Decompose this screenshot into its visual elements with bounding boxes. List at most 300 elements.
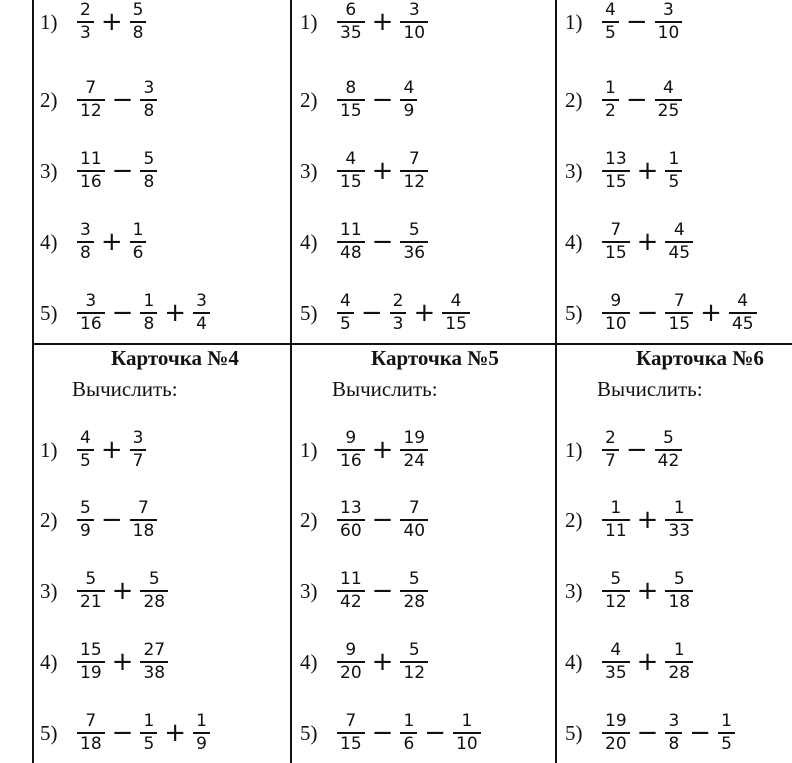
problem-number: 2) bbox=[565, 87, 583, 112]
fraction bbox=[337, 428, 365, 472]
problem-number: 2) bbox=[40, 507, 58, 532]
numerator: 5 bbox=[143, 149, 155, 170]
denominator: 15 bbox=[340, 171, 362, 192]
denominator: 16 bbox=[340, 450, 362, 471]
problem-row bbox=[565, 212, 696, 272]
denominator: 35 bbox=[605, 662, 627, 683]
problem-number: 5) bbox=[565, 720, 583, 745]
problem-row bbox=[565, 490, 696, 550]
operator: − bbox=[371, 85, 394, 115]
expression bbox=[74, 428, 149, 472]
denominator: 8 bbox=[143, 100, 155, 121]
expression bbox=[599, 711, 738, 755]
denominator: 15 bbox=[340, 733, 362, 754]
numerator: 7 bbox=[85, 711, 97, 732]
fraction bbox=[602, 78, 619, 122]
problem-number: 3) bbox=[300, 158, 318, 183]
denominator: 16 bbox=[80, 171, 102, 192]
expression bbox=[334, 428, 431, 472]
operator: + bbox=[100, 435, 123, 465]
numerator: 11 bbox=[340, 569, 362, 590]
denominator: 18 bbox=[80, 733, 102, 754]
numerator: 1 bbox=[461, 711, 473, 732]
expression bbox=[334, 220, 431, 264]
expression bbox=[74, 149, 160, 193]
operator: − bbox=[111, 156, 134, 186]
fraction bbox=[77, 149, 105, 193]
expression bbox=[334, 569, 431, 613]
fraction bbox=[655, 78, 683, 122]
numerator: 9 bbox=[345, 640, 357, 661]
denominator: 8 bbox=[143, 171, 155, 192]
problem-row bbox=[565, 561, 696, 621]
denominator: 42 bbox=[340, 591, 362, 612]
expression bbox=[74, 569, 171, 613]
problem-row bbox=[40, 0, 149, 52]
expression bbox=[599, 78, 685, 122]
denominator: 12 bbox=[605, 591, 627, 612]
problem-number: 2) bbox=[300, 87, 318, 112]
denominator: 18 bbox=[668, 591, 691, 612]
denominator: 6 bbox=[132, 242, 144, 263]
card-title: Карточка №6 bbox=[636, 346, 764, 370]
numerator: 3 bbox=[408, 0, 420, 21]
numerator: 8 bbox=[345, 78, 357, 99]
fraction bbox=[665, 149, 682, 193]
problem-row bbox=[565, 0, 685, 52]
instruction-label: Вычислить: bbox=[72, 377, 178, 401]
problem-number: 5) bbox=[40, 720, 58, 745]
fraction bbox=[140, 149, 157, 193]
problem-number: 4) bbox=[565, 229, 583, 254]
table-border-row bbox=[32, 343, 792, 345]
denominator: 21 bbox=[80, 591, 102, 612]
numerator: 7 bbox=[345, 711, 357, 732]
numerator: 1 bbox=[610, 498, 622, 519]
denominator: 24 bbox=[403, 450, 426, 471]
expression bbox=[334, 640, 431, 684]
numerator: 13 bbox=[605, 149, 627, 170]
fraction bbox=[602, 220, 630, 264]
fraction bbox=[400, 0, 428, 44]
fraction bbox=[665, 291, 693, 335]
numerator: 1 bbox=[143, 291, 155, 312]
numerator: 4 bbox=[345, 149, 357, 170]
denominator: 4 bbox=[196, 313, 207, 334]
operator: + bbox=[371, 7, 394, 37]
numerator: 3 bbox=[196, 291, 207, 312]
problem-number: 3) bbox=[565, 578, 583, 603]
numerator: 1 bbox=[668, 149, 680, 170]
denominator: 15 bbox=[668, 313, 691, 334]
problem-row bbox=[300, 70, 420, 130]
numerator: 4 bbox=[610, 640, 622, 661]
fraction bbox=[602, 498, 630, 542]
problem-number: 1) bbox=[40, 437, 58, 462]
operator: + bbox=[413, 298, 436, 328]
operator: + bbox=[111, 647, 134, 677]
denominator: 35 bbox=[340, 22, 362, 43]
operator: − bbox=[625, 7, 648, 37]
expression bbox=[334, 0, 431, 44]
operator: − bbox=[689, 718, 712, 748]
fraction bbox=[400, 569, 428, 613]
denominator: 15 bbox=[605, 242, 627, 263]
numerator: 3 bbox=[663, 0, 674, 21]
fraction bbox=[718, 711, 735, 755]
fraction bbox=[602, 711, 630, 755]
expression bbox=[334, 149, 431, 193]
operator: + bbox=[636, 156, 659, 186]
denominator: 10 bbox=[403, 22, 426, 43]
numerator: 4 bbox=[450, 291, 462, 312]
problem-number: 3) bbox=[300, 578, 318, 603]
denominator: 12 bbox=[403, 662, 426, 683]
fraction bbox=[729, 291, 757, 335]
denominator: 9 bbox=[196, 733, 207, 754]
denominator: 7 bbox=[605, 450, 616, 471]
fraction bbox=[400, 220, 428, 264]
denominator: 5 bbox=[80, 450, 91, 471]
numerator: 1 bbox=[132, 220, 144, 241]
fraction bbox=[655, 428, 683, 472]
denominator: 8 bbox=[668, 733, 680, 754]
numerator: 11 bbox=[340, 220, 362, 241]
fraction bbox=[77, 291, 105, 335]
fraction bbox=[130, 220, 147, 264]
fraction bbox=[665, 711, 682, 755]
fraction bbox=[337, 498, 365, 542]
fraction bbox=[602, 291, 630, 335]
denominator: 3 bbox=[80, 22, 91, 43]
numerator: 3 bbox=[80, 220, 91, 241]
operator: + bbox=[636, 647, 659, 677]
fraction bbox=[400, 149, 428, 193]
operator: − bbox=[371, 576, 394, 606]
problem-row bbox=[40, 141, 160, 201]
problem-row bbox=[300, 420, 431, 480]
numerator: 7 bbox=[138, 498, 149, 519]
operator: + bbox=[371, 647, 394, 677]
problem-row bbox=[40, 561, 171, 621]
problem-number: 1) bbox=[40, 9, 58, 34]
numerator: 1 bbox=[403, 711, 415, 732]
fraction bbox=[337, 0, 365, 44]
denominator: 45 bbox=[668, 242, 691, 263]
fraction bbox=[140, 291, 157, 335]
denominator: 28 bbox=[668, 662, 691, 683]
numerator: 2 bbox=[605, 428, 616, 449]
fraction bbox=[337, 640, 365, 684]
expression bbox=[599, 498, 696, 542]
denominator: 33 bbox=[668, 520, 691, 541]
denominator: 5 bbox=[605, 22, 616, 43]
expression bbox=[599, 291, 760, 335]
numerator: 3 bbox=[668, 711, 680, 732]
problem-row bbox=[40, 70, 160, 130]
expression bbox=[74, 0, 149, 44]
denominator: 20 bbox=[340, 662, 362, 683]
operator: + bbox=[164, 298, 187, 328]
numerator: 1 bbox=[196, 711, 207, 732]
fraction bbox=[337, 291, 354, 335]
denominator: 60 bbox=[340, 520, 362, 541]
expression bbox=[74, 640, 171, 684]
fraction bbox=[337, 78, 365, 122]
problem-number: 2) bbox=[40, 87, 58, 112]
operator: − bbox=[111, 298, 134, 328]
expression bbox=[599, 640, 696, 684]
denominator: 12 bbox=[80, 100, 102, 121]
numerator: 19 bbox=[605, 711, 627, 732]
numerator: 7 bbox=[610, 220, 622, 241]
fraction bbox=[655, 0, 683, 44]
table-border-column-1 bbox=[290, 0, 292, 763]
denominator: 45 bbox=[731, 313, 754, 334]
problem-row bbox=[565, 70, 685, 130]
fraction bbox=[193, 291, 210, 335]
numerator: 4 bbox=[605, 0, 616, 21]
fraction bbox=[400, 428, 428, 472]
problem-row bbox=[300, 283, 473, 343]
problem-row bbox=[300, 490, 431, 550]
numerator: 5 bbox=[80, 498, 91, 519]
denominator: 5 bbox=[143, 733, 155, 754]
table-border-left bbox=[32, 0, 34, 763]
operator: + bbox=[636, 227, 659, 257]
fraction bbox=[602, 428, 619, 472]
numerator: 2 bbox=[80, 0, 91, 21]
problem-number: 1) bbox=[565, 9, 583, 34]
denominator: 10 bbox=[605, 313, 627, 334]
operator: + bbox=[636, 505, 659, 535]
card-title: Карточка №5 bbox=[371, 346, 499, 370]
numerator: 1 bbox=[673, 640, 685, 661]
numerator: 11 bbox=[80, 149, 102, 170]
problem-number: 5) bbox=[565, 300, 583, 325]
problem-number: 1) bbox=[300, 437, 318, 462]
denominator: 7 bbox=[132, 450, 144, 471]
fraction bbox=[400, 498, 428, 542]
denominator: 25 bbox=[657, 100, 680, 121]
denominator: 6 bbox=[403, 733, 415, 754]
expression bbox=[74, 711, 213, 755]
expression bbox=[334, 291, 473, 335]
denominator: 10 bbox=[456, 733, 478, 754]
operator: − bbox=[111, 85, 134, 115]
table-border-column-2 bbox=[555, 0, 557, 763]
fraction bbox=[130, 498, 158, 542]
fraction bbox=[77, 711, 105, 755]
operator: + bbox=[164, 718, 187, 748]
fraction bbox=[77, 78, 105, 122]
problem-row bbox=[300, 141, 431, 201]
problem-row bbox=[565, 283, 760, 343]
problem-number: 4) bbox=[40, 649, 58, 674]
problem-number: 4) bbox=[300, 649, 318, 674]
problem-row bbox=[300, 0, 431, 52]
denominator: 42 bbox=[657, 450, 680, 471]
numerator: 9 bbox=[345, 428, 357, 449]
numerator: 1 bbox=[673, 498, 685, 519]
operator: − bbox=[625, 435, 648, 465]
numerator: 5 bbox=[673, 569, 685, 590]
problem-row bbox=[300, 212, 431, 272]
expression bbox=[599, 149, 685, 193]
fraction bbox=[337, 711, 365, 755]
card-title: Карточка №4 bbox=[111, 346, 239, 370]
fraction bbox=[602, 149, 630, 193]
fraction bbox=[193, 711, 210, 755]
operator: − bbox=[371, 718, 394, 748]
problem-number: 3) bbox=[40, 158, 58, 183]
numerator: 4 bbox=[663, 78, 674, 99]
operator: + bbox=[100, 227, 123, 257]
operator: − bbox=[371, 505, 394, 535]
fraction bbox=[77, 220, 94, 264]
expression bbox=[74, 78, 160, 122]
numerator: 3 bbox=[143, 78, 155, 99]
denominator: 36 bbox=[403, 242, 426, 263]
numerator: 5 bbox=[148, 569, 160, 590]
operator: + bbox=[700, 298, 722, 328]
numerator: 5 bbox=[132, 0, 144, 21]
denominator: 12 bbox=[403, 171, 426, 192]
instruction-label: Вычислить: bbox=[597, 377, 703, 401]
problem-number: 5) bbox=[300, 720, 318, 745]
expression bbox=[334, 78, 420, 122]
operator: − bbox=[625, 85, 648, 115]
problem-number: 2) bbox=[565, 507, 583, 532]
denominator: 10 bbox=[657, 22, 680, 43]
fraction bbox=[442, 291, 470, 335]
problem-row bbox=[300, 632, 431, 692]
numerator: 5 bbox=[610, 569, 622, 590]
operator: − bbox=[360, 298, 383, 328]
fraction bbox=[140, 640, 168, 684]
numerator: 4 bbox=[80, 428, 91, 449]
denominator: 20 bbox=[605, 733, 627, 754]
instruction-label: Вычислить: bbox=[332, 377, 438, 401]
numerator: 5 bbox=[408, 640, 420, 661]
fraction bbox=[337, 149, 365, 193]
denominator: 8 bbox=[80, 242, 91, 263]
fraction bbox=[400, 640, 428, 684]
problem-row bbox=[40, 703, 213, 763]
denominator: 8 bbox=[132, 22, 144, 43]
problem-number: 3) bbox=[40, 578, 58, 603]
fraction bbox=[665, 640, 693, 684]
operator: + bbox=[111, 576, 134, 606]
denominator: 5 bbox=[668, 171, 680, 192]
fraction bbox=[337, 220, 365, 264]
denominator: 28 bbox=[143, 591, 166, 612]
problem-number: 5) bbox=[40, 300, 58, 325]
numerator: 1 bbox=[143, 711, 155, 732]
fraction bbox=[665, 569, 693, 613]
denominator: 28 bbox=[403, 591, 426, 612]
numerator: 6 bbox=[345, 0, 357, 21]
problem-row bbox=[565, 703, 738, 763]
numerator: 2 bbox=[392, 291, 404, 312]
numerator: 4 bbox=[737, 291, 749, 312]
numerator: 1 bbox=[721, 711, 732, 732]
denominator: 8 bbox=[143, 313, 155, 334]
fraction bbox=[602, 569, 630, 613]
fraction bbox=[77, 0, 94, 44]
problem-number: 2) bbox=[300, 507, 318, 532]
numerator: 3 bbox=[85, 291, 97, 312]
denominator: 3 bbox=[392, 313, 404, 334]
problem-number: 1) bbox=[300, 9, 318, 34]
denominator: 9 bbox=[80, 520, 91, 541]
operator: + bbox=[371, 156, 394, 186]
problem-row bbox=[300, 703, 484, 763]
fraction bbox=[400, 78, 417, 122]
fraction bbox=[77, 569, 105, 613]
fraction bbox=[77, 428, 94, 472]
numerator: 5 bbox=[408, 569, 420, 590]
fraction bbox=[665, 220, 693, 264]
problem-number: 4) bbox=[565, 649, 583, 674]
numerator: 4 bbox=[403, 78, 415, 99]
fraction bbox=[453, 711, 481, 755]
denominator: 5 bbox=[340, 313, 351, 334]
expression bbox=[74, 498, 160, 542]
expression bbox=[599, 0, 685, 44]
fraction bbox=[390, 291, 407, 335]
operator: − bbox=[636, 718, 659, 748]
fraction bbox=[77, 498, 94, 542]
fraction bbox=[140, 569, 168, 613]
denominator: 11 bbox=[605, 520, 627, 541]
denominator: 15 bbox=[340, 100, 362, 121]
expression bbox=[599, 220, 696, 264]
denominator: 9 bbox=[403, 100, 415, 121]
problem-row bbox=[300, 561, 431, 621]
problem-row bbox=[40, 420, 149, 480]
numerator: 5 bbox=[85, 569, 97, 590]
fraction bbox=[400, 711, 417, 755]
fraction bbox=[665, 498, 693, 542]
denominator: 5 bbox=[721, 733, 732, 754]
denominator: 40 bbox=[403, 520, 426, 541]
expression bbox=[599, 569, 696, 613]
problem-number: 4) bbox=[40, 229, 58, 254]
problem-number: 5) bbox=[300, 300, 318, 325]
expression bbox=[74, 220, 149, 264]
expression bbox=[599, 428, 685, 472]
denominator: 38 bbox=[143, 662, 166, 683]
problem-row bbox=[565, 632, 696, 692]
numerator: 1 bbox=[605, 78, 616, 99]
numerator: 9 bbox=[610, 291, 622, 312]
numerator: 7 bbox=[408, 149, 420, 170]
numerator: 27 bbox=[143, 640, 166, 661]
fraction bbox=[602, 640, 630, 684]
fraction bbox=[337, 569, 365, 613]
numerator: 7 bbox=[408, 498, 420, 519]
fraction bbox=[140, 78, 157, 122]
numerator: 4 bbox=[673, 220, 685, 241]
numerator: 5 bbox=[663, 428, 674, 449]
fraction bbox=[130, 0, 147, 44]
numerator: 4 bbox=[340, 291, 351, 312]
denominator: 15 bbox=[605, 171, 627, 192]
problem-row bbox=[565, 420, 685, 480]
denominator: 16 bbox=[80, 313, 102, 334]
problem-number: 3) bbox=[565, 158, 583, 183]
